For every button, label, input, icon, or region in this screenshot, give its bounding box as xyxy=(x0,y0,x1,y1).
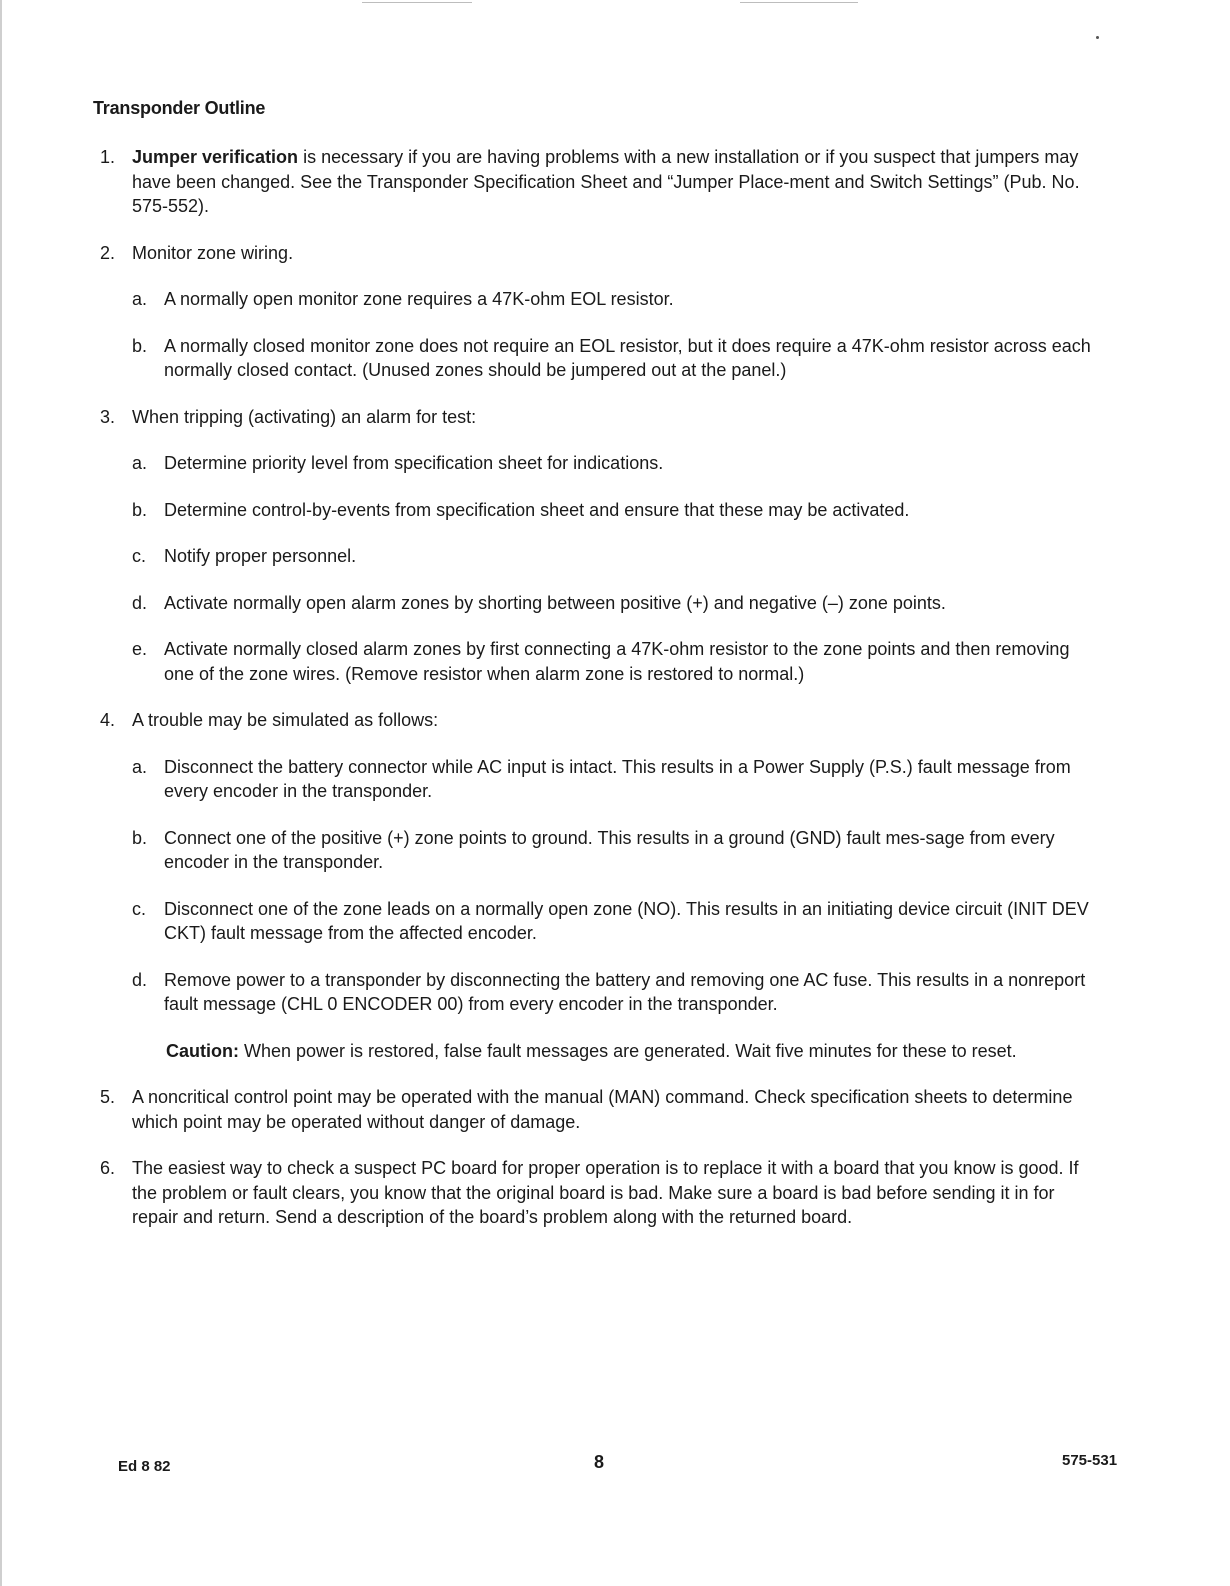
item-text xyxy=(132,405,1100,430)
subitem-letter: e. xyxy=(132,639,148,659)
subitem-text: Remove power to a transponder by disconnecting the battery and removing one AC fuse. This results in a nonreport fault message (CHL 0 ENCODER 00) from every encoder in the transponder. xyxy=(164,969,1086,1014)
outline-subitem xyxy=(132,897,1100,946)
outline-item xyxy=(100,241,1100,266)
outline-item xyxy=(100,1156,1100,1230)
subitem-letter: a. xyxy=(132,453,148,473)
item-text xyxy=(132,1156,1100,1230)
top-rule xyxy=(362,2,472,3)
outline-subitem xyxy=(132,451,1100,476)
subitem-letter: c. xyxy=(132,898,147,919)
outline-subitem xyxy=(132,968,1100,1017)
subitem-letter: d. xyxy=(132,969,148,990)
subitem-letter: a. xyxy=(132,289,148,309)
top-rule xyxy=(740,2,858,3)
caution-text: When power is restored, false fault messages are generated. Wait five minutes for these to reset. xyxy=(238,1040,1017,1061)
item-text xyxy=(132,708,1100,733)
subitem-text: Determine control-by-events from specification sheet and ensure that these may be activated. xyxy=(164,499,910,520)
outline-subitem xyxy=(132,287,1100,312)
caution-label: Caution: xyxy=(166,1040,239,1061)
item-number: 3. xyxy=(100,406,116,427)
item-text xyxy=(132,145,1100,219)
outline-subitem xyxy=(132,826,1100,875)
item-body: is necessary if you are having problems with a new installation or if you suspect that jumpers may have been changed. See the Transponder Specification Sheet and “Jumper Place-ment and Switch Settings” (Pub. No. 575-552). xyxy=(132,147,1080,216)
outline-item xyxy=(100,145,1100,219)
item-body: When tripping (activating) an alarm for test: xyxy=(132,406,477,427)
outline-subitem xyxy=(132,544,1100,569)
subitem-text: Notify proper personnel. xyxy=(164,546,357,566)
subitem-text: Disconnect the battery connector while AC input is intact. This results in a Power Supply (P.S.) fault message from every encoder in the transponder. xyxy=(164,756,1071,801)
subitem-letter: b. xyxy=(132,335,148,356)
footer-edition: Ed 8 82 xyxy=(118,1458,171,1475)
item-number: 1. xyxy=(100,147,116,167)
item-text xyxy=(132,1085,1100,1134)
item-body: A trouble may be simulated as follows: xyxy=(132,710,439,730)
item-text xyxy=(132,241,1100,266)
outline-list xyxy=(100,145,1100,1252)
item-body: Monitor zone wiring. xyxy=(132,242,294,263)
scan-edge xyxy=(0,0,2,1586)
subitem-letter: d. xyxy=(132,592,148,613)
caution-note xyxy=(166,1039,1100,1064)
item-body: A noncritical control point may be operated with the manual (MAN) command. Check specification sheets to determine which point may be operated without danger of damage. xyxy=(132,1087,1073,1132)
item-body: The easiest way to check a suspect PC board for proper operation is to replace it with a board that you know is good. If the problem or fault clears, you know that the original board is bad. Make sure a board is bad before sending it in for repair and return. Send a description of the board’s problem along with the returned board. xyxy=(132,1158,1079,1227)
item-number: 6. xyxy=(100,1158,116,1178)
subitem-text: A normally open monitor zone requires a 47K-ohm EOL resistor. xyxy=(164,289,674,309)
outline-subitem xyxy=(132,637,1100,686)
outline-item xyxy=(100,708,1100,733)
subitem-letter: c. xyxy=(132,546,147,566)
subitem-letter: b. xyxy=(132,499,148,520)
subitem-letter: b. xyxy=(132,827,148,848)
section-heading: Transponder Outline xyxy=(93,98,266,118)
item-number: 2. xyxy=(100,242,116,263)
footer-publication-number: 575-531 xyxy=(1062,1452,1118,1469)
outline-subitem xyxy=(132,334,1100,383)
outline-item xyxy=(100,405,1100,430)
subitem-text: Determine priority level from specification sheet for indications. xyxy=(164,453,664,473)
subitem-text: Connect one of the positive (+) zone points to ground. This results in a ground (GND) fault mes-sage from every encoder in the transponder. xyxy=(164,827,1055,872)
subitem-text: Disconnect one of the zone leads on a normally open zone (NO). This results in an initiating device circuit (INIT DEV CKT) fault message from the affected encoder. xyxy=(164,898,1089,943)
subitem-letter: a. xyxy=(132,756,148,777)
outline-item xyxy=(100,1085,1100,1134)
subitem-text: A normally closed monitor zone does not require an EOL resistor, but it does require a 47K-ohm resistor across each normally closed contact. (Unused zones should be jumpered out at the panel.) xyxy=(164,335,1091,380)
outline-subitem xyxy=(132,591,1100,616)
item-number: 5. xyxy=(100,1087,116,1107)
subitem-text: Activate normally open alarm zones by shorting between positive (+) and negative (–) zone points. xyxy=(164,592,946,613)
outline-subitem xyxy=(132,755,1100,804)
item-bold-term: Jumper verification xyxy=(132,147,299,167)
outline-subitem xyxy=(132,498,1100,523)
item-number: 4. xyxy=(100,710,116,730)
subitem-text: Activate normally closed alarm zones by first connecting a 47K-ohm resistor to the zone points and then removing one of the zone wires. (Remove resistor when alarm zone is restored to normal.) xyxy=(164,639,1070,684)
footer-page-number: 8 xyxy=(594,1452,605,1472)
scan-speck xyxy=(1096,36,1099,39)
